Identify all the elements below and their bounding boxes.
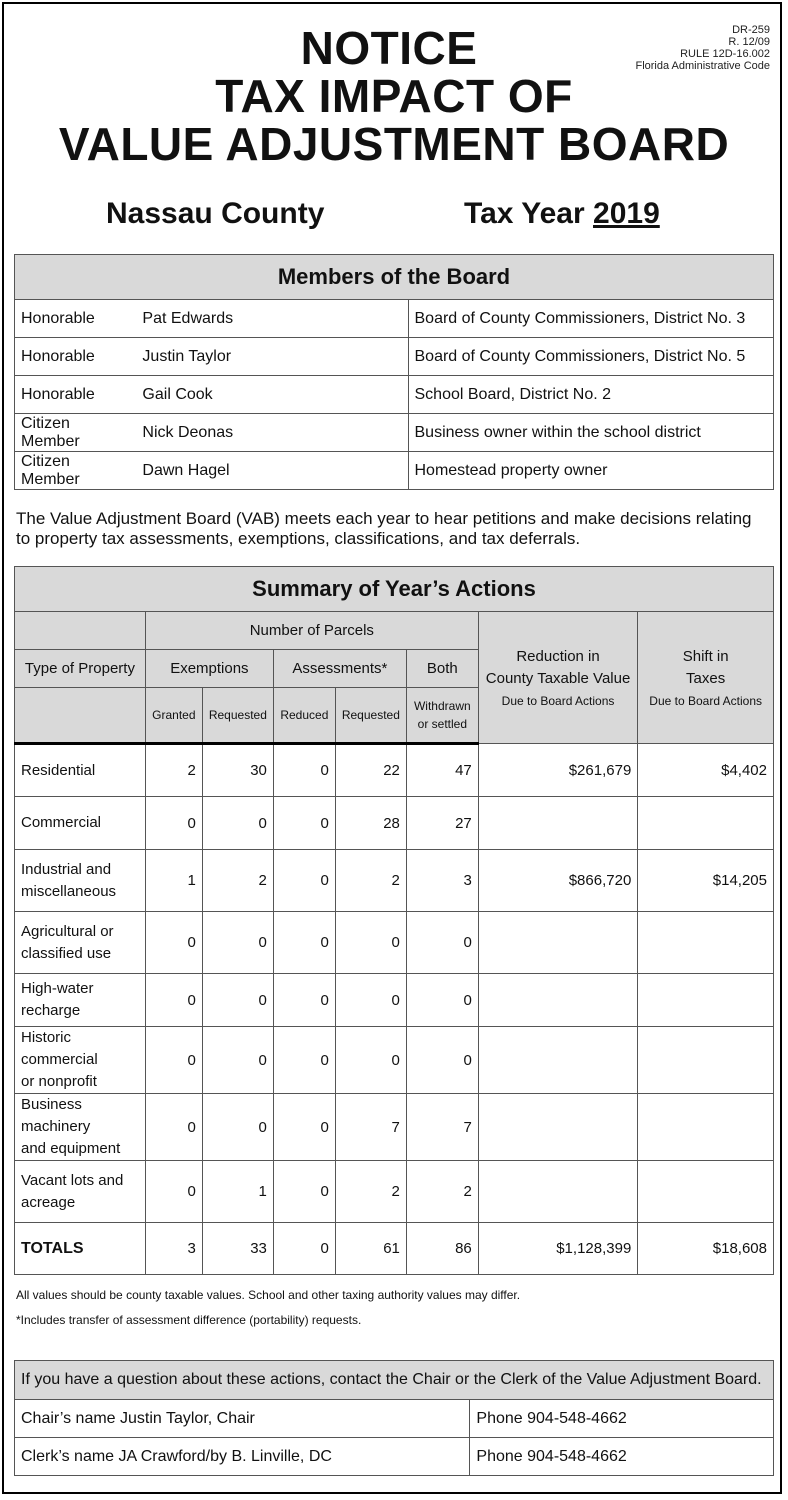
shift-header (638, 612, 774, 744)
property-row (15, 912, 774, 974)
property-type-line: Industrial and (21, 860, 112, 878)
cell-shift (638, 1027, 774, 1094)
cell-reduced: 0 (273, 797, 335, 850)
totals-withdrawn: 86 (406, 1223, 478, 1275)
chair-name: Chair’s name Justin Taylor, Chair (15, 1400, 470, 1438)
member-role: School Board, District No. 2 (408, 376, 774, 414)
withdrawn-line: Withdrawn (413, 699, 471, 713)
cell-assess-requested: 2 (335, 850, 406, 912)
totals-shift: $18,608 (638, 1223, 774, 1275)
property-type-line: miscellaneous (21, 882, 117, 900)
clerk-phone: Phone 904-548-4662 (470, 1438, 774, 1476)
member-name: Pat Edwards (136, 300, 408, 338)
cell-shift (638, 1161, 774, 1223)
cell-assess-requested: 7 (335, 1094, 406, 1161)
property-type-line: or nonprofit (21, 1073, 97, 1090)
property-type-line: Vacant lots and (21, 1171, 124, 1189)
cell-reduced: 0 (273, 912, 335, 974)
property-type-line: High-water recharge (21, 980, 94, 1019)
contact-heading: If you have a question about these actions, contact the Chair or the Clerk of the Value Adjustment Board. (15, 1361, 774, 1400)
tax-year (464, 197, 660, 231)
form-id-line: Florida Administrative Code (635, 60, 770, 72)
cell-reduced: 0 (273, 1161, 335, 1223)
cell-assess-requested: 0 (335, 974, 406, 1027)
form-id-line: RULE 12D-16.002 (680, 48, 770, 60)
cell-reduction (478, 1094, 638, 1161)
cell-reduced: 0 (273, 744, 335, 797)
property-type-line: Historic commercial (21, 1029, 98, 1068)
both-header: Both (406, 650, 478, 688)
cell-shift (638, 912, 774, 974)
footnote: All values should be county taxable values. School and other taxing authority values may differ. (16, 1288, 521, 1302)
tax-year-value: 2019 (593, 197, 660, 230)
member-name: Nick Deonas (136, 414, 408, 452)
clerk-name: Clerk’s name JA Crawford/by B. Linville, DC (15, 1438, 470, 1476)
member-name: Dawn Hagel (136, 452, 408, 490)
property-row (15, 1161, 774, 1223)
cell-granted: 1 (145, 850, 202, 912)
property-type-line: Commercial (21, 814, 102, 831)
board-row (15, 300, 774, 338)
board-row (15, 338, 774, 376)
cell-reduction: $261,679 (478, 744, 638, 797)
cell-withdrawn: 27 (406, 797, 478, 850)
member-role: Business owner within the school district (408, 414, 774, 452)
member-role: Board of County Commissioners, District No. 5 (408, 338, 774, 376)
cell-withdrawn: 0 (406, 1027, 478, 1094)
member-role: Board of County Commissioners, District No. 3 (408, 300, 774, 338)
totals-row (15, 1223, 774, 1275)
cell-shift (638, 797, 774, 850)
requested-header: Requested (202, 688, 273, 744)
cell-reduction (478, 912, 638, 974)
board-members-table (14, 254, 774, 490)
cell-shift (638, 974, 774, 1027)
exemptions-header: Exemptions (145, 650, 273, 688)
title-line-3: VALUE ADJUSTMENT BOARD (58, 118, 730, 170)
footnote: *Includes transfer of assessment difference (portability) requests. (16, 1313, 362, 1327)
withdrawn-header (406, 688, 478, 744)
cell-granted: 0 (145, 912, 202, 974)
property-type-line: and equipment (21, 1140, 121, 1157)
cell-requested: 0 (202, 974, 273, 1027)
cell-reduced: 0 (273, 1027, 335, 1094)
form-id-line: DR-259 (732, 24, 770, 36)
cell-reduced: 0 (273, 1094, 335, 1161)
cell-assess-requested: 28 (335, 797, 406, 850)
member-title: Citizen Member (15, 414, 137, 452)
totals-reduction: $1,128,399 (478, 1223, 638, 1275)
totals-granted: 3 (145, 1223, 202, 1275)
cell-granted: 0 (145, 1161, 202, 1223)
cell-shift: $4,402 (638, 744, 774, 797)
member-title: Citizen Member (15, 452, 137, 490)
property-type-line: Residential (21, 761, 96, 779)
cell-reduction (478, 1161, 638, 1223)
member-name: Justin Taylor (136, 338, 408, 376)
number-of-parcels-header: Number of Parcels (145, 612, 478, 650)
summary-heading: Summary of Year’s Actions (15, 567, 774, 612)
property-row (15, 744, 774, 797)
totals-assess-requested: 61 (335, 1223, 406, 1275)
cell-assess-requested: 22 (335, 744, 406, 797)
cell-requested: 30 (202, 744, 273, 797)
cell-assess-requested: 0 (335, 912, 406, 974)
cell-reduction (478, 797, 638, 850)
county-name: Nassau County (106, 197, 325, 230)
form-id-line: R. 12/09 (728, 36, 770, 48)
assess-requested-header: Requested (335, 688, 406, 744)
board-row (15, 376, 774, 414)
property-type-line: Agricultural or (21, 922, 114, 940)
property-type (15, 1161, 146, 1223)
property-type (15, 974, 146, 1027)
shift-line: Shift in (682, 648, 729, 665)
intro-paragraph: The Value Adjustment Board (VAB) meets each year to hear petitions and make decisions relating to property tax assessments, exemptions, classifications, and tax deferrals. (16, 509, 752, 548)
board-heading: Members of the Board (15, 255, 774, 300)
granted-header: Granted (145, 688, 202, 744)
cell-requested: 0 (202, 1027, 273, 1094)
cell-reduction (478, 1027, 638, 1094)
property-type (15, 797, 146, 850)
member-title: Honorable (15, 300, 137, 338)
member-role: Homestead property owner (408, 452, 774, 490)
cell-requested: 0 (202, 1094, 273, 1161)
withdrawn-line: or settled (417, 717, 468, 731)
cell-withdrawn: 7 (406, 1094, 478, 1161)
cell-granted: 2 (145, 744, 202, 797)
property-row (15, 850, 774, 912)
cell-granted: 0 (145, 1094, 202, 1161)
cell-requested: 0 (202, 912, 273, 974)
type-of-property-header: Type of Property (15, 650, 146, 688)
cell-granted: 0 (145, 974, 202, 1027)
member-name: Gail Cook (136, 376, 408, 414)
summary-table (14, 566, 774, 1275)
cell-reduction (478, 974, 638, 1027)
reduction-line: County Taxable Value (485, 670, 631, 687)
property-type (15, 1027, 146, 1094)
property-type-line: classified use (21, 944, 112, 962)
tax-year-label: Tax Year (464, 197, 585, 230)
chair-phone: Phone 904-548-4662 (470, 1400, 774, 1438)
cell-withdrawn: 47 (406, 744, 478, 797)
property-row (15, 1027, 774, 1094)
cell-shift: $14,205 (638, 850, 774, 912)
blank-header (15, 688, 146, 744)
totals-reduced: 0 (273, 1223, 335, 1275)
reduction-line: Reduction in (516, 648, 600, 665)
assessments-header: Assessments* (273, 650, 406, 688)
board-row (15, 452, 774, 490)
shift-line: Taxes (686, 670, 726, 687)
cell-reduced: 0 (273, 850, 335, 912)
blank-header (15, 612, 146, 650)
property-type (15, 744, 146, 797)
cell-granted: 0 (145, 797, 202, 850)
footnotes (16, 1283, 520, 1333)
member-title: Honorable (15, 376, 137, 414)
property-type (15, 912, 146, 974)
board-row (15, 414, 774, 452)
property-type (15, 1094, 146, 1161)
totals-label: TOTALS (15, 1223, 146, 1275)
cell-assess-requested: 2 (335, 1161, 406, 1223)
title-line-1: NOTICE (300, 22, 478, 74)
cell-withdrawn: 0 (406, 912, 478, 974)
contact-table (14, 1360, 774, 1476)
property-type-line: Business machinery (21, 1096, 91, 1135)
reduced-header: Reduced (273, 688, 335, 744)
cell-requested: 0 (202, 797, 273, 850)
cell-reduction: $866,720 (478, 850, 638, 912)
property-row (15, 797, 774, 850)
notice-title (0, 24, 788, 168)
cell-requested: 1 (202, 1161, 273, 1223)
cell-withdrawn: 3 (406, 850, 478, 912)
reduction-line: Due to Board Actions (501, 694, 615, 708)
cell-shift (638, 1094, 774, 1161)
property-row (15, 974, 774, 1027)
property-type-line: acreage (21, 1193, 76, 1211)
cell-reduced: 0 (273, 974, 335, 1027)
cell-granted: 0 (145, 1027, 202, 1094)
cell-assess-requested: 0 (335, 1027, 406, 1094)
totals-requested: 33 (202, 1223, 273, 1275)
shift-line: Due to Board Actions (649, 694, 763, 708)
title-line-2: TAX IMPACT OF (215, 70, 573, 122)
member-title: Honorable (15, 338, 137, 376)
reduction-header (478, 612, 638, 744)
property-type (15, 850, 146, 912)
cell-requested: 2 (202, 850, 273, 912)
cell-withdrawn: 2 (406, 1161, 478, 1223)
property-row (15, 1094, 774, 1161)
cell-withdrawn: 0 (406, 974, 478, 1027)
